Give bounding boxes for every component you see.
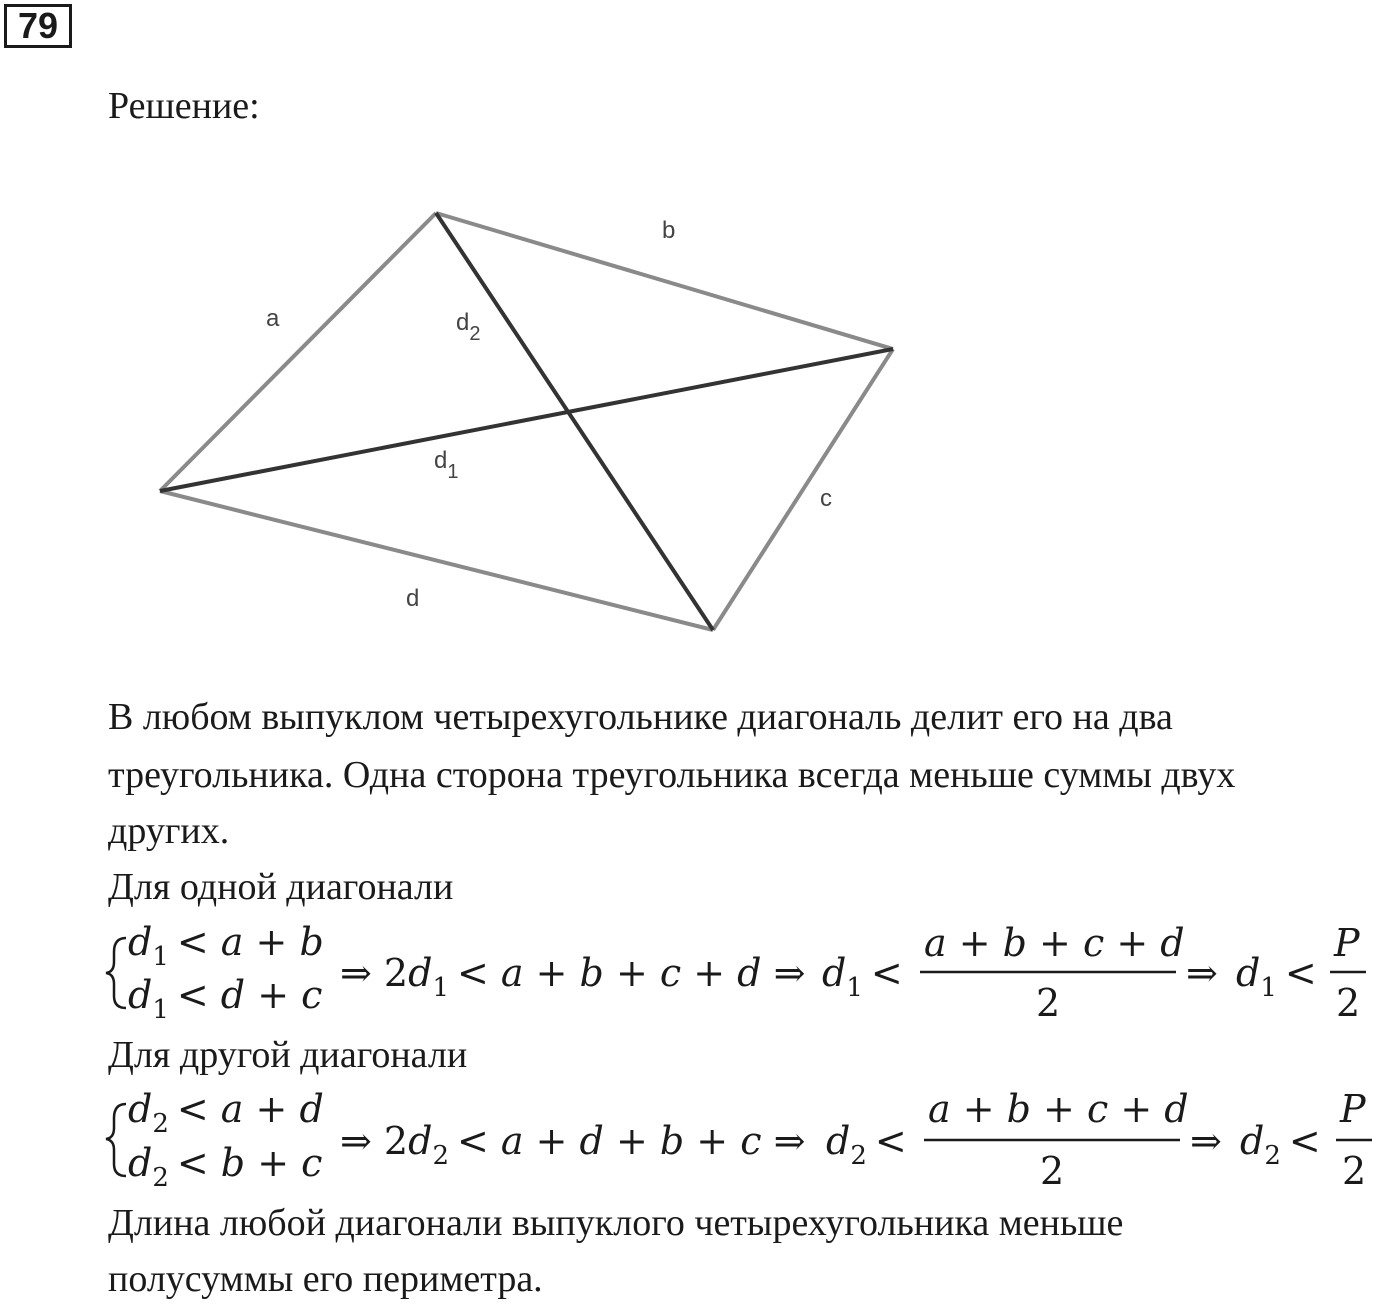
- svg-text:2: 2: [1336, 981, 1361, 1025]
- svg-text:d2< a + d: $d_2 < a + d$: [128, 1087, 324, 1139]
- svg-text:d2<: $d_2$ <: [826, 1119, 907, 1171]
- solution-heading: Решение:: [108, 85, 260, 127]
- side-a: [160, 213, 436, 491]
- svg-text:2: 2: [1040, 1149, 1065, 1193]
- svg-text:d1< d + c: $d_1 < d + c$: [128, 973, 323, 1025]
- label-d: d: [406, 585, 420, 612]
- svg-text:⇒ 2d1< a + b + c + d ⇒: ⇒ $2d_1 < a + b + c + d$ ⇒: [340, 951, 806, 1003]
- svg-text:P: P: [1334, 921, 1360, 965]
- svg-text:d1<: $d_1$ <: [822, 951, 903, 1003]
- system-1: [106, 920, 1366, 1025]
- label-a: a: [266, 305, 280, 332]
- svg-text:d2<: $d_2$ <: [1240, 1119, 1321, 1171]
- diagonal-d1: [160, 349, 893, 491]
- brace-2: [106, 1104, 126, 1176]
- svg-text:d1< a + b: $d_1 < a + b$: [128, 920, 324, 972]
- conclusion-line-2: полусуммы его периметра.: [108, 1258, 543, 1300]
- svg-text:d1<: $d_1$ <: [1236, 951, 1317, 1003]
- diagonal-d2: [436, 213, 713, 630]
- system-2: [106, 1087, 1372, 1193]
- svg-text:a + b + c + d: a + b + c + d: [928, 1087, 1189, 1131]
- for-one-diagonal: Для одной диагонали: [108, 866, 454, 908]
- label-d1: $d_1$: [434, 447, 459, 483]
- svg-text:⇒: ⇒: [1190, 1119, 1222, 1163]
- svg-text:⇒: ⇒: [1186, 951, 1218, 995]
- problem-number: 79: [4, 4, 72, 48]
- svg-text:⇒ 2d2< a + d + b + c ⇒: ⇒ $2d_2 < a + d + b + c$ ⇒: [340, 1119, 806, 1171]
- label-d2: $d_2$: [456, 309, 481, 345]
- paragraph-line-2: треугольника. Одна сторона треугольника всегда меньше суммы двух: [108, 754, 1236, 796]
- label-b: b: [662, 217, 676, 244]
- label-c: c: [820, 485, 832, 512]
- side-c: [713, 349, 893, 630]
- svg-text:d2< b + c: $d_2 < b + c$: [128, 1141, 323, 1193]
- svg-text:P: P: [1340, 1087, 1366, 1131]
- side-d: [160, 491, 713, 630]
- for-other-diagonal: Для другой диагонали: [108, 1034, 468, 1076]
- svg-text:2: 2: [1036, 981, 1061, 1025]
- paragraph-line-1: В любом выпуклом четырехугольнике диагональ делит его на два: [108, 696, 1173, 738]
- svg-text:2: 2: [1342, 1149, 1367, 1193]
- conclusion-line-1: Длина любой диагонали выпуклого четырехугольника меньше: [108, 1202, 1124, 1244]
- svg-text:a + b + c + d: a + b + c + d: [924, 921, 1185, 965]
- paragraph-line-3: других.: [108, 810, 230, 852]
- brace-1: [106, 938, 126, 1008]
